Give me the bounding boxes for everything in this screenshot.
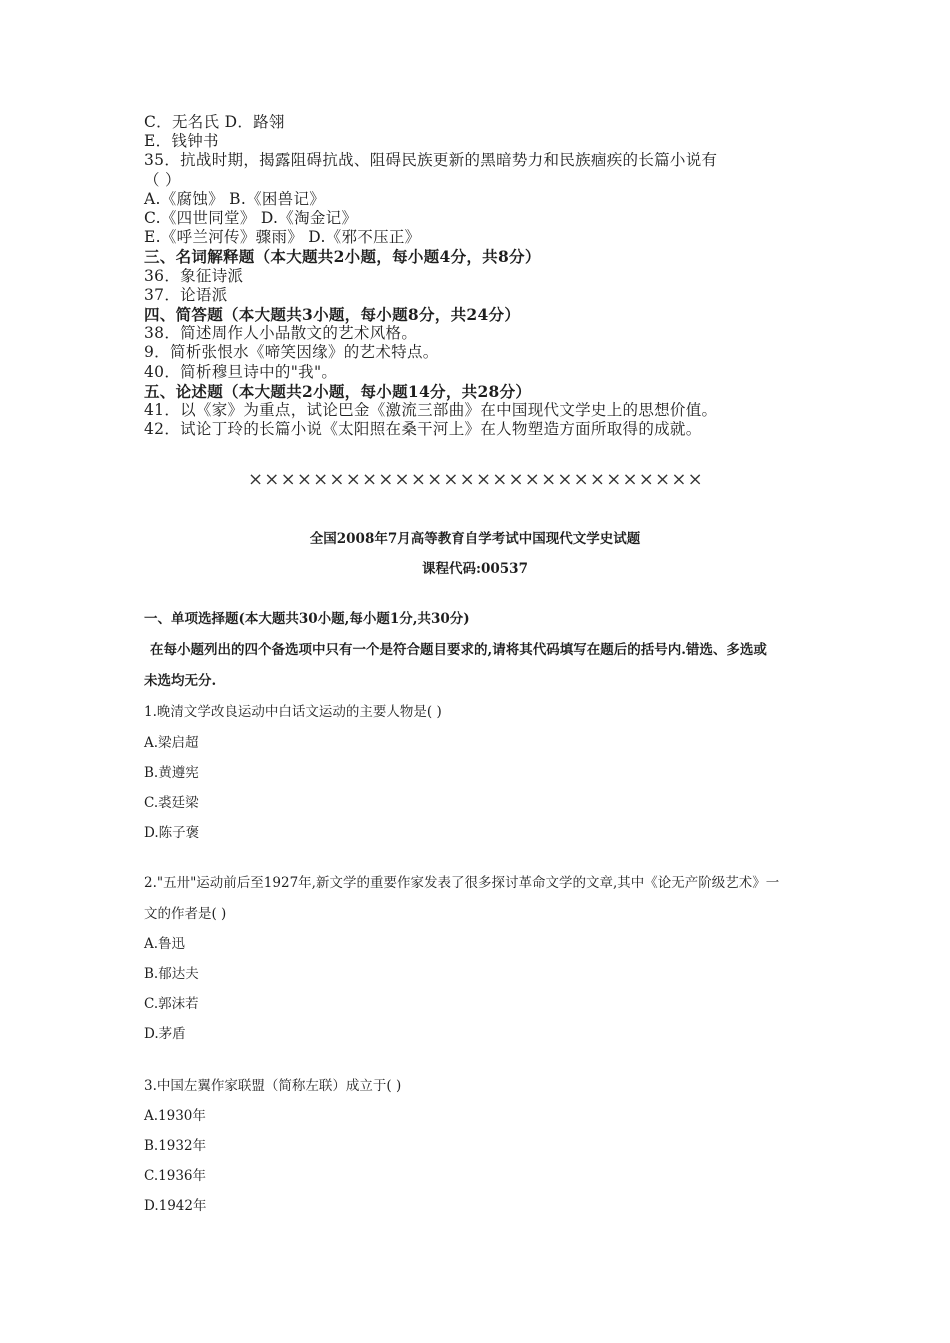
question-2-cont: 文的作者是( ) [144,906,227,922]
option-line: C.《四世同堂》 D.《淘金记》 [144,209,358,228]
question-38: 38．简述周作人小品散文的艺术风格。 [144,324,418,343]
option-a: A.1930年 [144,1108,206,1124]
answer-bracket: （ ） [144,170,181,189]
option-line: A.《腐蚀》 B.《困兽记》 [144,189,326,208]
section-heading: 一、单项选择题(本大题共30小题,每小题1分,共30分) [144,611,470,627]
question-41: 41．以《家》为重点，试论巴金《激流三部曲》在中国现代文学史上的思想价值。 [144,401,718,420]
option-line: E．钱钟书 [144,132,219,151]
option-a: A.梁启超 [144,735,199,751]
section-heading: 三、名词解释题（本大题共2小题，每小题4分，共8分） [144,247,541,267]
option-b: B.黄遵宪 [144,765,199,781]
option-c: C.裘廷梁 [144,795,199,811]
question-37: 37．论语派 [144,285,228,304]
question-42: 42．试论丁玲的长篇小说《太阳照在桑干河上》在人物塑造方面所取得的成就。 [144,420,702,439]
question-35: 35．抗战时期，揭露阻碍抗战、阻碍民族更新的黑暗势力和民族痼疾的长篇小说有 [144,151,718,170]
question-40: 40．简析穆旦诗中的"我"。 [144,362,338,381]
separator-line: ×××××××××××××××××××××××××××× [248,469,704,490]
option-b: B.1932年 [144,1138,207,1154]
option-d: D.1942年 [144,1198,207,1214]
option-b: B.郁达夫 [144,966,199,982]
instruction-text: 在每小题列出的四个备选项中只有一个是符合题目要求的,请将其代码填写在题后的括号内.错选、多选或 [150,642,767,658]
section-heading: 五、论述题（本大题共2小题，每小题14分，共28分） [144,381,532,401]
section-heading: 四、简答题（本大题共3小题，每小题8分，共24分） [144,305,521,325]
option-d: D.陈子褒 [144,825,200,841]
exam-title: 全国2008年7月高等教育自学考试中国现代文学史试题 [309,531,641,547]
course-code: 课程代码:00537 [422,561,528,577]
option-c: C.郭沫若 [144,996,199,1012]
question-36: 36．象征诗派 [144,266,244,285]
previous-exam-tail [144,113,844,439]
question-39: 9．简析张恨水《啼笑因缘》的艺术特点。 [144,343,439,362]
option-d: D.茅盾 [144,1026,186,1042]
question-1: 1.晚清文学改良运动中白话文运动的主要人物是( ) [144,704,442,720]
question-2: 2."五卅"运动前后至1927年,新文学的重要作家发表了很多探讨革命文学的文章,其中《论无产阶级艺术》一 [144,875,780,891]
instruction-text: 未选均无分. [144,673,217,689]
option-line: E.《呼兰河传》骤雨》 D.《邪不压正》 [144,228,421,247]
option-a: A.鲁迅 [144,936,186,952]
question-3: 3.中国左翼作家联盟（简称左联）成立于( ) [144,1078,402,1094]
option-line: C．无名氏 D．路翎 [144,113,285,131]
option-c: C.1936年 [144,1168,206,1184]
